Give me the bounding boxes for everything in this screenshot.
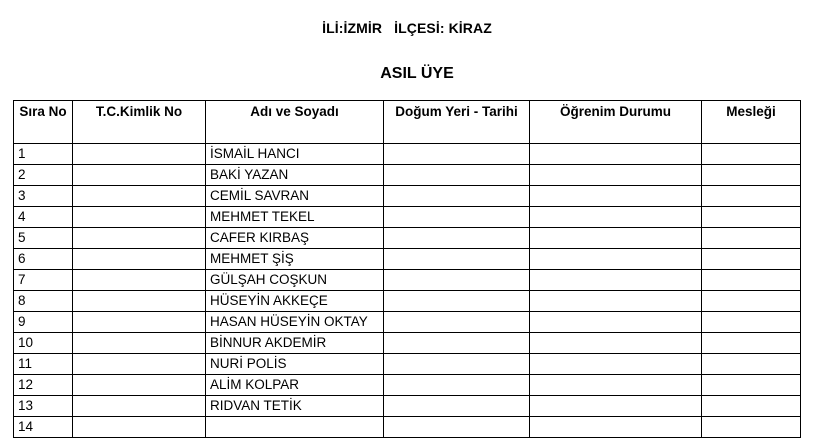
table-body [14,144,801,438]
column-header-dogum-yeri-tarihi: Doğum Yeri - Tarihi [384,101,530,144]
education-cell [530,270,702,291]
name-cell: RIDVAN TETİK [206,396,384,417]
table-row [14,396,801,417]
job-cell [702,228,801,249]
tc-kimlik-cell [73,228,206,249]
row-number-cell: 6 [14,249,73,270]
education-cell [530,312,702,333]
job-cell [702,291,801,312]
column-header-sira-no: Sıra No [14,101,73,144]
tc-kimlik-cell [73,375,206,396]
table-row [14,312,801,333]
birth-cell [384,270,530,291]
column-header-adi-soyadi: Adı ve Soyadı [206,101,384,144]
birth-cell [384,165,530,186]
job-cell [702,249,801,270]
birth-cell [384,312,530,333]
birth-cell [384,396,530,417]
district-label: İLÇESİ: KİRAZ [394,20,492,36]
row-number-cell: 13 [14,396,73,417]
birth-cell [384,375,530,396]
education-cell [530,165,702,186]
birth-cell [384,249,530,270]
row-number-cell: 2 [14,165,73,186]
birth-cell [384,207,530,228]
tc-kimlik-cell [73,270,206,291]
row-number-cell: 8 [14,291,73,312]
row-number-cell: 14 [14,417,73,438]
education-cell [530,291,702,312]
name-cell: BİNNUR AKDEMİR [206,333,384,354]
member-table [13,100,801,438]
name-cell: İSMAİL HANCI [206,144,384,165]
birth-cell [384,417,530,438]
row-number-cell: 11 [14,354,73,375]
province-label: İLİ:İZMİR [322,20,383,36]
row-number-cell: 9 [14,312,73,333]
name-cell: ALİM KOLPAR [206,375,384,396]
table-row [14,354,801,375]
row-number-cell: 10 [14,333,73,354]
job-cell [702,270,801,291]
table-row [14,270,801,291]
job-cell [702,354,801,375]
tc-kimlik-cell [73,312,206,333]
job-cell [702,165,801,186]
row-number-cell: 1 [14,144,73,165]
name-cell: CEMİL SAVRAN [206,186,384,207]
name-cell: MEHMET ŞİŞ [206,249,384,270]
name-cell: HASAN HÜSEYİN OKTAY [206,312,384,333]
tc-kimlik-cell [73,333,206,354]
row-number-cell: 12 [14,375,73,396]
table-row [14,417,801,438]
education-cell [530,249,702,270]
name-cell: NURİ POLİS [206,354,384,375]
table-row [14,165,801,186]
row-number-cell: 5 [14,228,73,249]
table-row [14,207,801,228]
column-header-ogrenim-durumu: Öğrenim Durumu [530,101,702,144]
tc-kimlik-cell [73,165,206,186]
table-row [14,249,801,270]
table-row [14,375,801,396]
education-cell [530,228,702,249]
tc-kimlik-cell [73,291,206,312]
name-cell: BAKİ YAZAN [206,165,384,186]
job-cell [702,312,801,333]
table-row [14,186,801,207]
job-cell [702,417,801,438]
name-cell: HÜSEYİN AKKEÇE [206,291,384,312]
row-number-cell: 3 [14,186,73,207]
document-title: ASIL ÜYE [380,65,454,82]
birth-cell [384,144,530,165]
education-cell [530,144,702,165]
job-cell [702,207,801,228]
birth-cell [384,186,530,207]
row-number-cell: 7 [14,270,73,291]
job-cell [702,186,801,207]
birth-cell [384,354,530,375]
tc-kimlik-cell [73,144,206,165]
education-cell [530,375,702,396]
education-cell [530,396,702,417]
tc-kimlik-cell [73,207,206,228]
tc-kimlik-cell [73,354,206,375]
tc-kimlik-cell [73,186,206,207]
education-cell [530,207,702,228]
job-cell [702,396,801,417]
birth-cell [384,228,530,249]
column-header-tc-kimlik-no: T.C.Kimlik No [73,101,206,144]
education-cell [530,186,702,207]
name-cell: GÜLŞAH COŞKUN [206,270,384,291]
name-cell: CAFER KIRBAŞ [206,228,384,249]
column-header-meslegi: Mesleği [702,101,801,144]
table-row [14,333,801,354]
birth-cell [384,333,530,354]
table-header-row [14,101,801,144]
job-cell [702,144,801,165]
tc-kimlik-cell [73,417,206,438]
table-row [14,144,801,165]
education-cell [530,333,702,354]
birth-cell [384,291,530,312]
education-cell [530,354,702,375]
education-cell [530,417,702,438]
row-number-cell: 4 [14,207,73,228]
table-row [14,228,801,249]
job-cell [702,375,801,396]
location-header [0,20,814,36]
table-row [14,291,801,312]
name-cell [206,417,384,438]
name-cell: MEHMET TEKEL [206,207,384,228]
tc-kimlik-cell [73,396,206,417]
tc-kimlik-cell [73,249,206,270]
job-cell [702,333,801,354]
